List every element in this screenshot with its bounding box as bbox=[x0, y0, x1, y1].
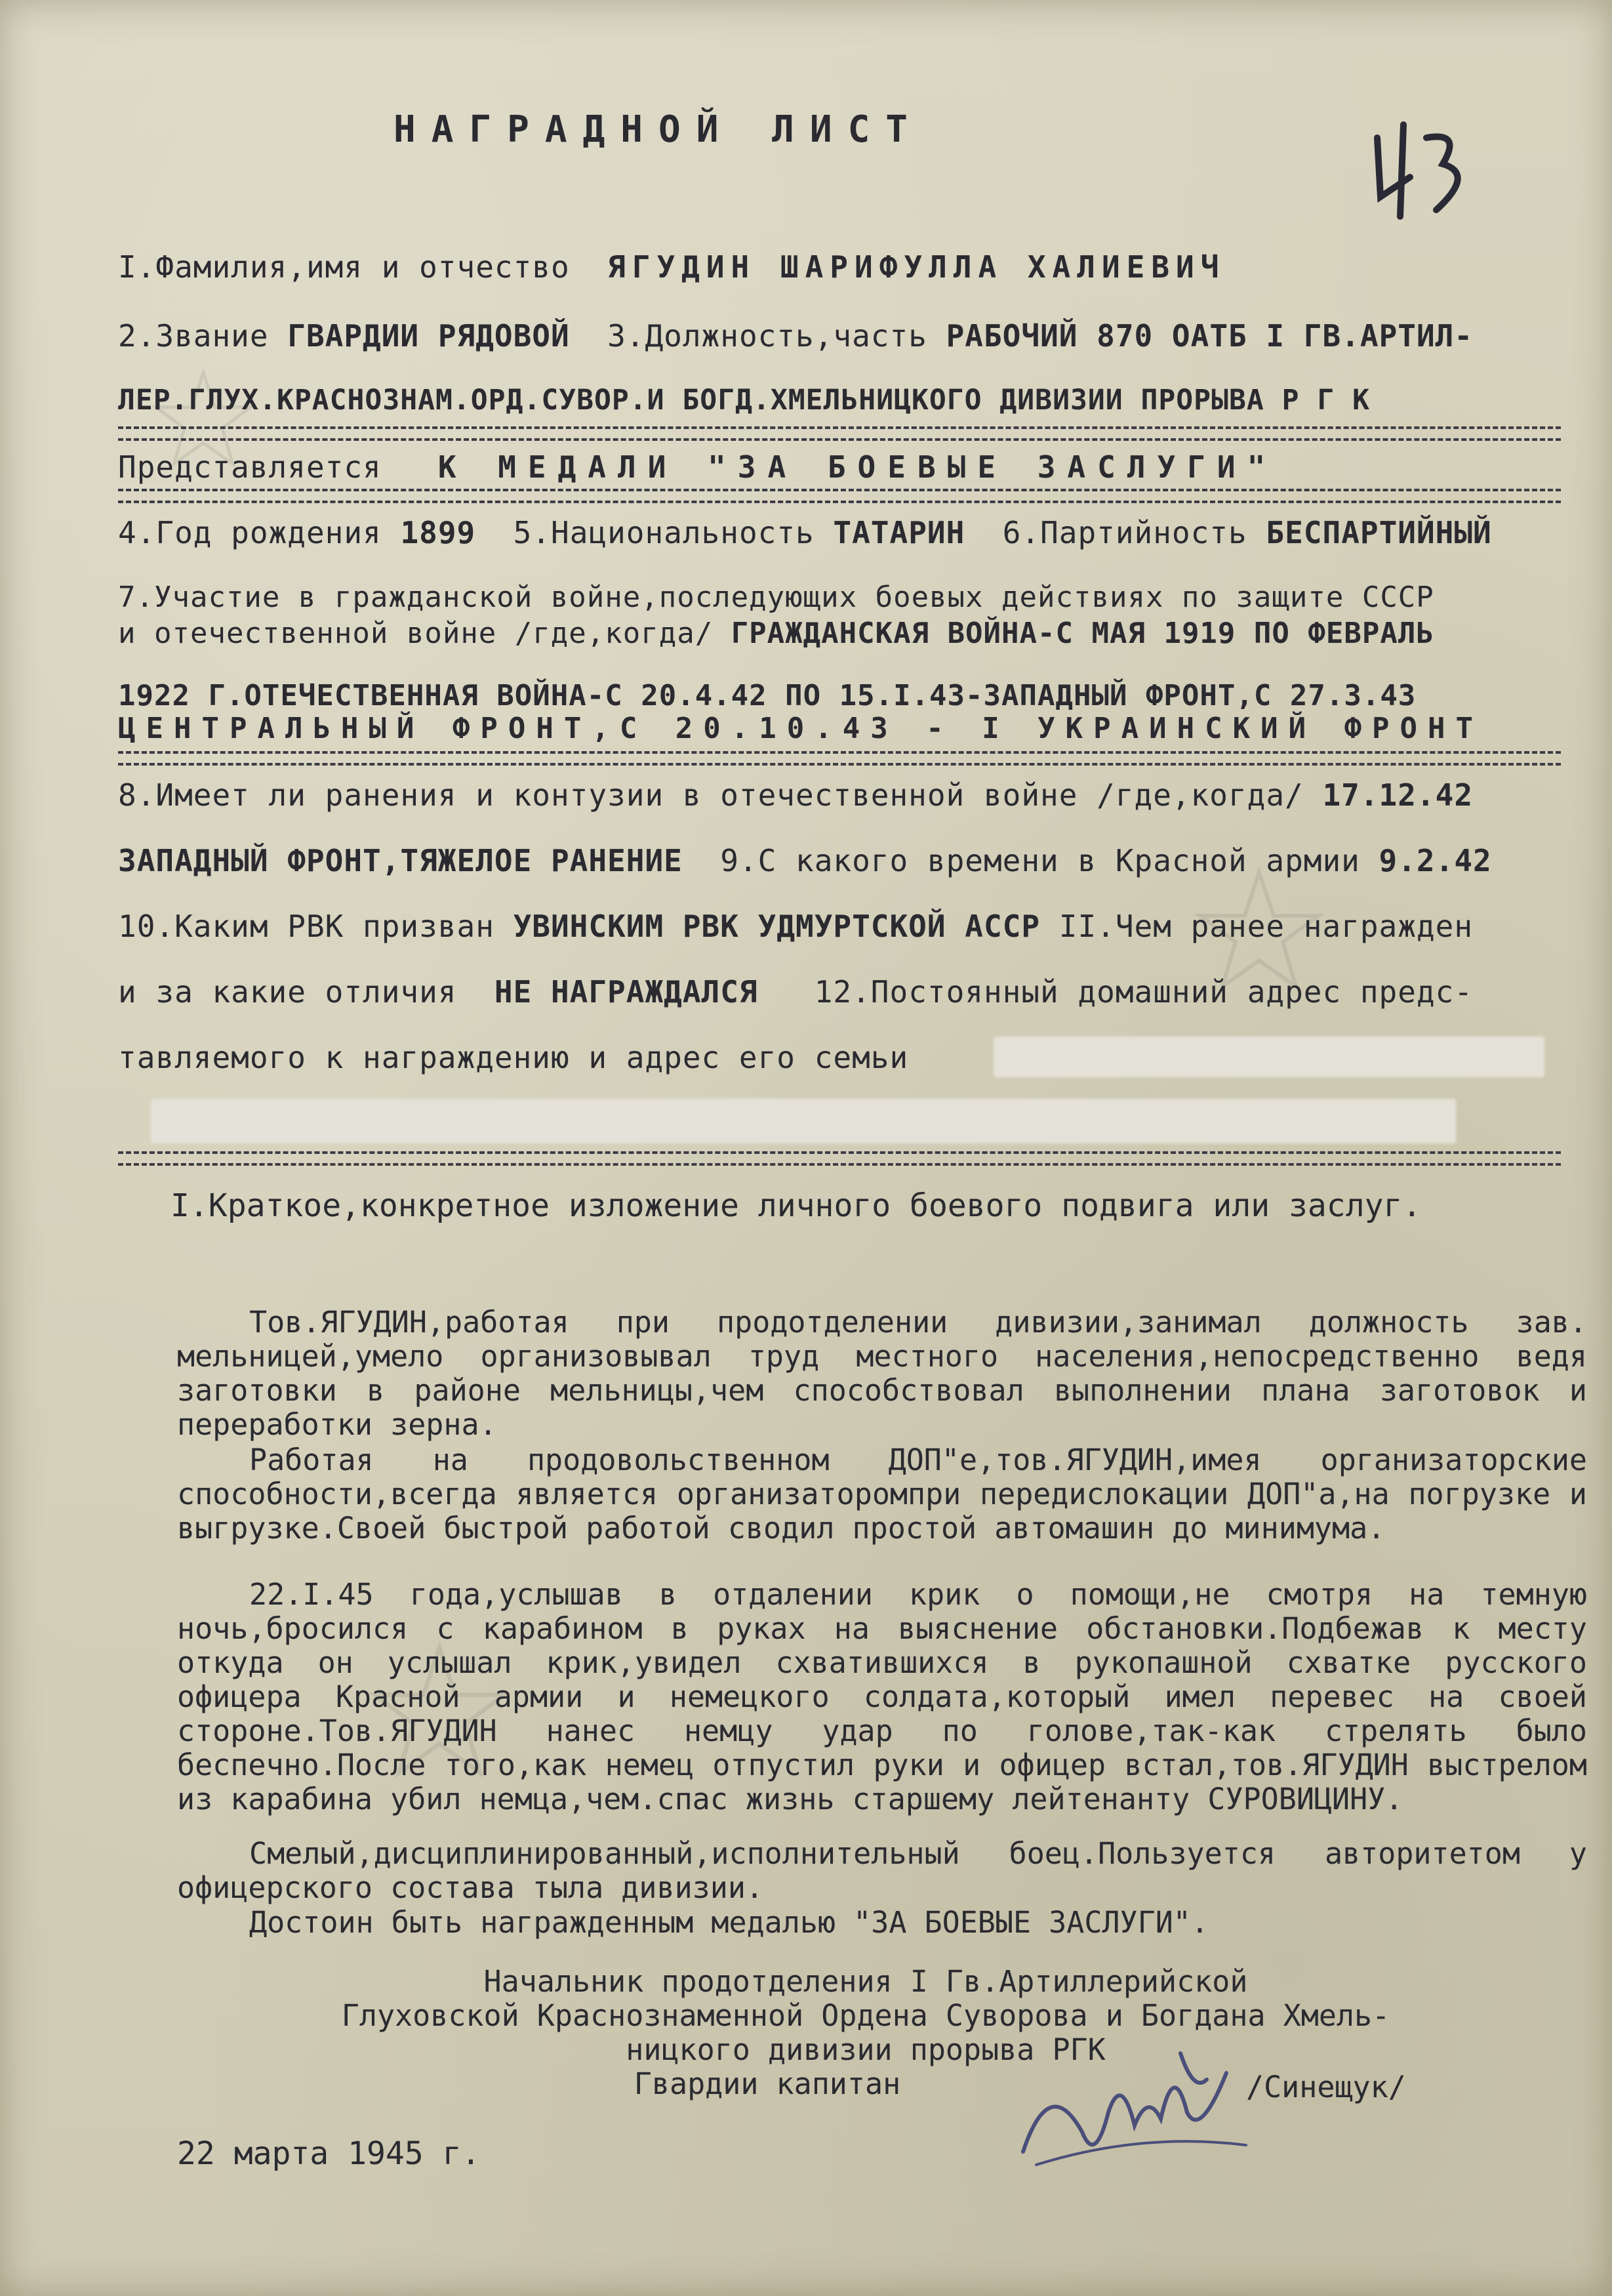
wounds-value-b: ЗАПАДНЫЙ ФРОНТ,ТЯЖЕЛОЕ РАНЕНИЕ bbox=[118, 843, 683, 878]
army-since-label: 9.С какого времени в Красной армии bbox=[720, 843, 1360, 878]
wounds-value-a: 17.12.42 bbox=[1322, 777, 1474, 813]
paragraph-1 bbox=[177, 1305, 1587, 1442]
presented-value: К МЕДАЛИ "ЗА БОЕВЫЕ ЗАСЛУГИ" bbox=[437, 449, 1278, 485]
paragraph-1-text: Тов.ЯГУДИН,работая при продотделении дивизии,занимал должность зав. мельницей,умело организовывал труд местного населения,непосредственно ведя заготовки в районе мельницы,чем способствовал выполнении плана заготовок и переработки зерна. bbox=[177, 1305, 1587, 1442]
field-participation-value-b bbox=[118, 679, 1416, 712]
paragraph-3-text: 22.I.45 года,услышав в отдалении крик о помощи,не смотря на темную ночь,бросился с карабином в руках на выяснение обстановки.Подбежав к месту откуда он услышал крик,увидел схватившихся в рукопашной схватке русского офицера Красной армии и немецкого солдата,который имел перевес на своей стороне.Тов.ЯГУДИН нанес немцу удар по голове,так-как стрелять было беспечно.После того,как немец отпустил руки и офицер встал,тов.ЯГУДИН выстрелом из карабина убил немца,чем.спас жизнь старшему лейтенанту СУРОВИЦИНУ. bbox=[177, 1577, 1587, 1816]
wounds-label: 8.Имеет ли ранения и контузии в отечественной войне /где,когда/ bbox=[118, 777, 1304, 813]
field-wounds-cont bbox=[118, 843, 1492, 878]
field-wounds bbox=[118, 777, 1473, 813]
field-draft bbox=[118, 909, 1473, 944]
presented-label: Представляется bbox=[118, 449, 382, 485]
section-title: I.Краткое,конкретное изложение личного боевого подвига или заслуг. bbox=[171, 1187, 1422, 1224]
field-awards bbox=[118, 974, 1473, 1010]
paragraph-5 bbox=[177, 1906, 1587, 1940]
field-participation-label bbox=[118, 581, 1434, 614]
draft-label: 10.Каким РВК призван bbox=[118, 909, 494, 944]
birth-label: 4.Год рождения bbox=[118, 515, 382, 550]
field-rank-position bbox=[118, 318, 1473, 354]
field-fullname bbox=[118, 249, 1225, 285]
paragraph-2-text: Работая на продовольственном ДОП"е,тов.ЯГУДИН,имея организаторские способности,всегда является организаторомпри передислокации ДОП"а,на погрузке и выгрузке.Своей быстрой работой сводил простой автомашин до минимума. bbox=[177, 1443, 1587, 1546]
field-address bbox=[118, 1040, 908, 1075]
paragraph-2 bbox=[177, 1443, 1587, 1546]
position-value-a: РАБОЧИЙ 870 ОАТБ I ГВ.АРТИЛ- bbox=[946, 318, 1474, 354]
address-label-b: тавляемого к награждению и адрес его семьи bbox=[118, 1040, 909, 1075]
redacted-address-line bbox=[151, 1099, 1456, 1143]
document-title: НАГРАДНОЙ ЛИСТ bbox=[393, 108, 924, 151]
divider-line bbox=[118, 751, 1561, 766]
signature-line-1: Начальник продотделения I Гв.Артиллерийской bbox=[483, 1964, 1248, 1999]
participation-label-a: 7.Участие в гражданской войне,последующих боевых действиях по защите СССР bbox=[118, 581, 1434, 614]
party-label: 6.Партийность bbox=[1002, 515, 1247, 550]
handwritten-number bbox=[1364, 112, 1482, 230]
field-birth-nation-party bbox=[118, 515, 1492, 550]
fullname-value: ЯГУДИН ШАРИФУЛЛА ХАЛИЕВИЧ bbox=[607, 249, 1226, 285]
redacted-address bbox=[994, 1036, 1544, 1077]
nation-label: 5.Национальность bbox=[513, 515, 815, 550]
birth-value: 1899 bbox=[400, 515, 476, 550]
participation-value-c: ЦЕНТРАЛЬНЫЙ ФРОНТ,С 20.10.43 - I УКРАИНСКИЙ ФРОНТ bbox=[118, 712, 1484, 745]
signature-line-3: ницкого дивизии прорыва РГК bbox=[626, 2032, 1106, 2067]
document-date: 22 марта 1945 г. bbox=[177, 2135, 481, 2172]
nation-value: ТАТАРИН bbox=[833, 515, 965, 550]
paragraph-3 bbox=[177, 1578, 1587, 1816]
paragraph-5-text: Достоин быть награжденным медалью "ЗА БОЕВЫЕ ЗАСЛУГИ". bbox=[249, 1905, 1209, 1940]
field-participation-value-c bbox=[118, 712, 1483, 745]
participation-value-a: ГРАЖДАНСКАЯ ВОЙНА-С МАЯ 1919 ПО ФЕВРАЛЬ bbox=[731, 617, 1434, 650]
awards-label-a: II.Чем ранее награжден bbox=[1058, 909, 1474, 944]
participation-value-b: 1922 Г.ОТЕЧЕСТВЕННАЯ ВОЙНА-С 20.4.42 ПО 15.I.43-ЗАПАДНЫЙ ФРОНТ,С 27.3.43 bbox=[118, 679, 1417, 712]
position-label: 3.Должность,часть bbox=[607, 318, 927, 354]
divider-line bbox=[118, 489, 1561, 503]
field-presented bbox=[118, 449, 1277, 485]
draft-value: УВИНСКИМ РВК УДМУРТСКОЙ АССР bbox=[513, 909, 1041, 944]
participation-label-b: и отечественной войне /где,когда/ bbox=[118, 617, 714, 650]
fullname-label: I.Фамилия,имя и отчество bbox=[118, 249, 570, 285]
handwritten-signature bbox=[1010, 2034, 1259, 2178]
rank-label: 2.Звание bbox=[118, 318, 269, 354]
paragraph-4-text: Смелый,дисциплинированный,исполнительный боец.Пользуется авторитетом у офицерского состава тыла дивизии. bbox=[177, 1836, 1587, 1905]
army-since-value: 9.2.42 bbox=[1379, 843, 1492, 878]
signature-line-2: Глуховской Краснознаменной Ордена Суворова и Богдана Хмель- bbox=[341, 1998, 1390, 2033]
address-label-a: 12.Постоянный домашний адрес предс- bbox=[814, 974, 1474, 1010]
party-value: БЕСПАРТИЙНЫЙ bbox=[1266, 515, 1492, 550]
signature-line-4: Гвардии капитан bbox=[634, 2066, 901, 2101]
field-participation-cont bbox=[118, 617, 1434, 650]
field-position-cont bbox=[118, 384, 1370, 417]
paragraph-4 bbox=[177, 1837, 1587, 1905]
signatory-name: /Синещук/ bbox=[1246, 2070, 1406, 2104]
divider-line bbox=[118, 426, 1561, 441]
awards-label-b: и за какие отличия bbox=[118, 974, 457, 1010]
divider-line-double bbox=[118, 1151, 1561, 1166]
awards-value: НЕ НАГРАЖДАЛСЯ bbox=[494, 974, 758, 1010]
rank-value: ГВАРДИИ РЯДОВОЙ bbox=[287, 318, 570, 354]
position-value-b: ЛЕР.ГЛУХ.КРАСНОЗНАМ.ОРД.СУВОР.И БОГД.ХМЕЛЬНИЦКОГО ДИВИЗИИ ПРОРЫВА Р Г К bbox=[118, 384, 1371, 417]
